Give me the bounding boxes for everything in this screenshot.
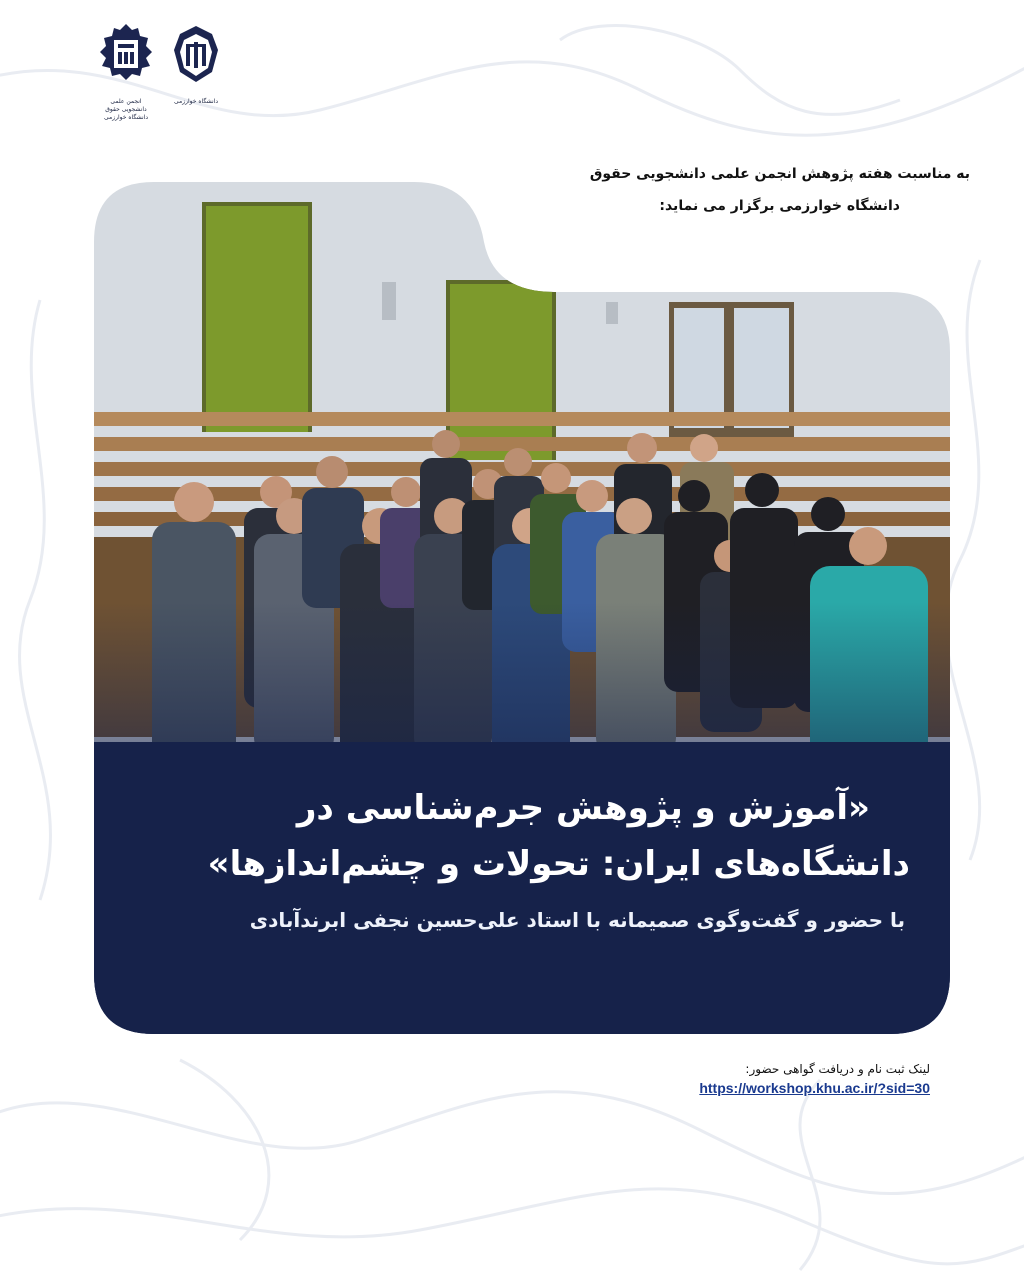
intro-line-1: به مناسبت هفته پژوهش انجمن علمی دانشجویی حقوق	[589, 166, 970, 182]
logos	[98, 22, 230, 122]
registration-label: لینک ثبت نام و دریافت گواهی حضور:	[745, 1062, 930, 1076]
university-emblem-icon	[168, 22, 224, 88]
university-logo-caption: دانشگاه خوارزمی	[173, 98, 219, 105]
event-subtitle: با حضور و گفت‌وگوی صمیمانه با استاد علی‌حسین نجفی ابرندآبادی	[249, 908, 905, 932]
event-title-line-1: «آموزش و پژوهش جرم‌شناسی در	[296, 788, 870, 828]
event-title	[120, 780, 910, 892]
association-logo	[98, 22, 154, 122]
association-emblem-icon	[98, 22, 154, 88]
university-logo	[168, 22, 224, 122]
registration-block	[600, 1060, 930, 1098]
intro-line-2: دانشگاه خوارزمی برگزار می نماید:	[659, 198, 900, 214]
event-title-line-2: دانشگاه‌های ایران: تحولات و چشم‌اندازها»	[207, 844, 910, 884]
registration-link[interactable]: https://workshop.khu.ac.ir/?sid=30	[699, 1080, 930, 1096]
association-logo-caption: انجمن علمی دانشجویی حقوق دانشگاه خوارزمی	[103, 98, 149, 121]
